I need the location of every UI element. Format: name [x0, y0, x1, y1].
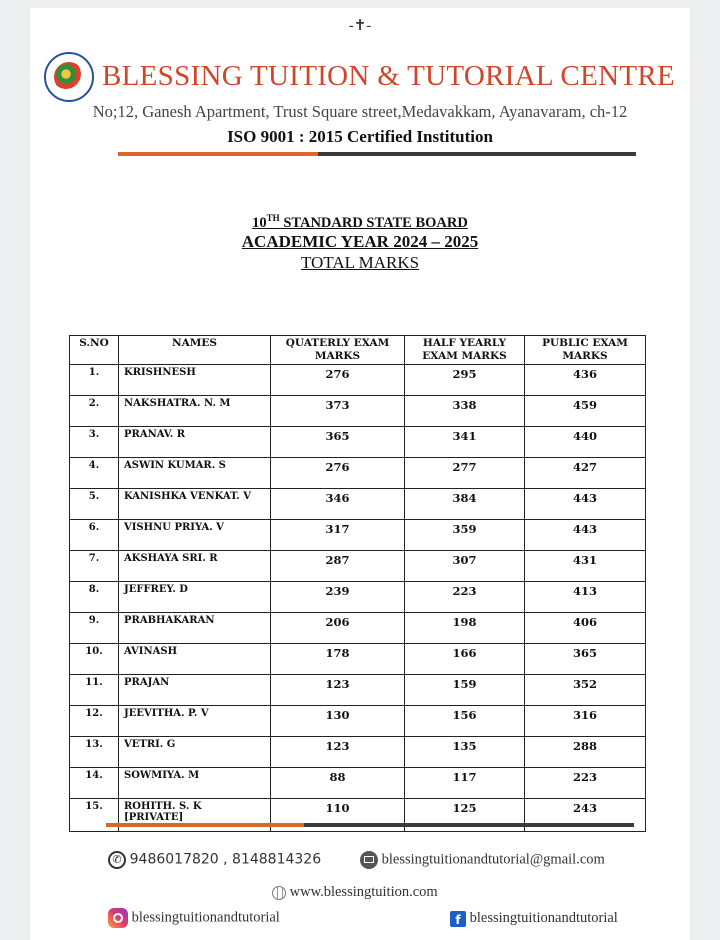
table-row: [70, 551, 646, 582]
cell-half-yearly: 295: [405, 365, 525, 396]
cell-sno: 12.: [70, 706, 119, 737]
cell-half-yearly: 277: [405, 458, 525, 489]
cell-quarterly: 373: [271, 396, 405, 427]
facebook-handle: blessingtuitionandtutorial: [469, 910, 618, 926]
cell-half-yearly: 384: [405, 489, 525, 520]
cell-public: 223: [525, 768, 646, 799]
cell-half-yearly: 125: [405, 799, 525, 832]
cell-sno: 5.: [70, 489, 119, 520]
cell-quarterly: 317: [271, 520, 405, 551]
cell-quarterly: 88: [271, 768, 405, 799]
cell-name: NAKSHATRA. N. M: [119, 396, 271, 427]
facebook-contact: [450, 910, 618, 927]
table-header-row: [70, 336, 646, 365]
cell-sno: 14.: [70, 768, 119, 799]
cell-public: 459: [525, 396, 646, 427]
table-row: [70, 768, 646, 799]
cell-quarterly: 178: [271, 644, 405, 675]
table-row: [70, 489, 646, 520]
cell-name: JEFFREY. D: [119, 582, 271, 613]
phone-numbers: 9486017820 , 8148814326: [129, 851, 322, 868]
instagram-handle: blessingtuitionandtutorial: [131, 909, 280, 926]
column-header-half-yearly: HALF YEARLY EXAM MARKS: [405, 336, 525, 365]
facebook-icon: f: [450, 911, 466, 927]
cell-half-yearly: 135: [405, 737, 525, 768]
cell-name: SOWMIYA. M: [119, 768, 271, 799]
instagram-contact: [108, 908, 280, 928]
cell-half-yearly: 166: [405, 644, 525, 675]
header-divider-orange: [118, 152, 318, 156]
cell-half-yearly: 338: [405, 396, 525, 427]
table-row: [70, 613, 646, 644]
table-row: [70, 520, 646, 551]
cell-quarterly: 276: [271, 365, 405, 396]
cell-half-yearly: 341: [405, 427, 525, 458]
table-row: [70, 737, 646, 768]
document-page: [30, 8, 690, 940]
cell-name: VISHNU PRIYA. V: [119, 520, 271, 551]
cell-public: 440: [525, 427, 646, 458]
instagram-icon: [108, 908, 128, 928]
table-row: [70, 396, 646, 427]
cell-public: 243: [525, 799, 646, 832]
table-row: [70, 427, 646, 458]
cell-name: AVINASH: [119, 644, 271, 675]
cell-quarterly: 276: [271, 458, 405, 489]
cell-half-yearly: 159: [405, 675, 525, 706]
cell-sno: 4.: [70, 458, 119, 489]
cell-name: KANISHKA VENKAT. V: [119, 489, 271, 520]
cell-public: 436: [525, 365, 646, 396]
email-contact: [360, 851, 605, 869]
cell-sno: 1.: [70, 365, 119, 396]
certification-text: ISO 9001 : 2015 Certified Institution: [227, 127, 493, 146]
cell-public: 431: [525, 551, 646, 582]
standard-heading: 10TH STANDARD STATE BOARD: [252, 213, 468, 231]
cell-name: PRANAV. R: [119, 427, 271, 458]
cell-public: 443: [525, 489, 646, 520]
cell-sno: 11.: [70, 675, 119, 706]
cell-quarterly: 130: [271, 706, 405, 737]
cell-sno: 8.: [70, 582, 119, 613]
globe-icon: [272, 886, 286, 900]
table-row: [70, 706, 646, 737]
cell-sno: 13.: [70, 737, 119, 768]
cell-public: 406: [525, 613, 646, 644]
cell-public: 316: [525, 706, 646, 737]
cell-public: 288: [525, 737, 646, 768]
cell-sno: 2.: [70, 396, 119, 427]
cell-name: KRISHNESH: [119, 365, 271, 396]
cell-sno: 3.: [70, 427, 119, 458]
cell-name: AKSHAYA SRI. R: [119, 551, 271, 582]
cell-public: 427: [525, 458, 646, 489]
phone-contact: [108, 851, 321, 869]
column-header-sno: S.NO: [70, 336, 119, 365]
institution-address: No;12, Ganesh Apartment, Trust Square street,Medavakkam, Ayanavaram, ch-12: [92, 102, 628, 121]
cell-quarterly: 110: [271, 799, 405, 832]
cell-half-yearly: 117: [405, 768, 525, 799]
marks-table: [69, 335, 646, 832]
footer-divider-orange: [106, 823, 304, 827]
column-header-public: PUBLIC EXAM MARKS: [525, 336, 646, 365]
total-marks-heading: TOTAL MARKS: [300, 253, 420, 272]
table-row: [70, 582, 646, 613]
header-divider-dark: [318, 152, 636, 156]
cell-quarterly: 123: [271, 675, 405, 706]
mail-icon: [360, 851, 378, 869]
cell-quarterly: 365: [271, 427, 405, 458]
table-row: [70, 675, 646, 706]
cell-sno: 7.: [70, 551, 119, 582]
cross-icon: -✝-: [348, 18, 372, 34]
cell-quarterly: 206: [271, 613, 405, 644]
cell-half-yearly: 307: [405, 551, 525, 582]
table-row: [70, 458, 646, 489]
cell-sno: 9.: [70, 613, 119, 644]
cell-public: 443: [525, 520, 646, 551]
cell-half-yearly: 198: [405, 613, 525, 644]
column-header-names: NAMES: [119, 336, 271, 365]
academic-year-heading: ACADEMIC YEAR 2024 – 2025: [241, 232, 479, 251]
name-line-1: ROHITH. S. K: [124, 801, 202, 812]
footer-divider-dark: [304, 823, 634, 827]
logo: [44, 52, 94, 102]
phone-icon: ✆: [108, 851, 126, 869]
cell-name: PRABHAKARAN: [119, 613, 271, 644]
cell-quarterly: 346: [271, 489, 405, 520]
cell-quarterly: 287: [271, 551, 405, 582]
email-address: blessingtuitionandtutorial@gmail.com: [381, 851, 605, 868]
institution-title: BLESSING TUITION & TUTORIAL CENTRE: [102, 60, 675, 92]
cell-name: JEEVITHA. P. V: [119, 706, 271, 737]
cell-name: ASWIN KUMAR. S: [119, 458, 271, 489]
cell-name: PRAJAN: [119, 675, 271, 706]
cell-sno: 10.: [70, 644, 119, 675]
cell-half-yearly: 359: [405, 520, 525, 551]
cell-public: 352: [525, 675, 646, 706]
website-url: www.blessingtuition.com: [289, 884, 438, 900]
cell-public: 365: [525, 644, 646, 675]
name-line-2: [PRIVATE]: [124, 812, 184, 823]
cell-sno: 15.: [70, 799, 119, 832]
cell-name: VETRI. G: [119, 737, 271, 768]
column-header-quarterly: QUATERLY EXAM MARKS: [271, 336, 405, 365]
cell-public: 413: [525, 582, 646, 613]
cell-half-yearly: 156: [405, 706, 525, 737]
cell-quarterly: 123: [271, 737, 405, 768]
cell-sno: 6.: [70, 520, 119, 551]
table-row: [70, 365, 646, 396]
table-row: [70, 644, 646, 675]
website-contact: [272, 884, 438, 901]
cell-quarterly: 239: [271, 582, 405, 613]
cell-half-yearly: 223: [405, 582, 525, 613]
